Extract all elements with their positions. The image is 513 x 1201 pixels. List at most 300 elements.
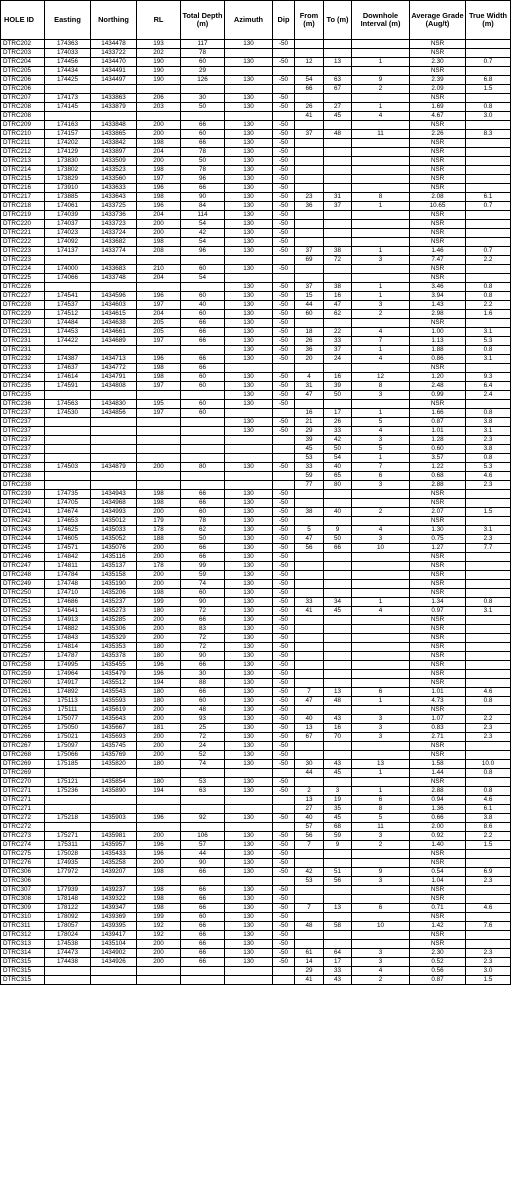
cell-rl: 205 (137, 319, 181, 328)
cell-easting: 175311 (45, 841, 91, 850)
table-row (1, 319, 511, 328)
cell-true-width (466, 562, 511, 571)
cell-average-grade: NSR (410, 643, 466, 652)
cell-to: 9 (324, 526, 352, 535)
cell-azimuth: 130 (225, 301, 273, 310)
cell-true-width: 0.8 (466, 454, 511, 463)
table-row (1, 868, 511, 877)
cell-true-width: 0.7 (466, 202, 511, 211)
cell-downhole-interval: 3 (352, 391, 410, 400)
cell-dip: -50 (273, 94, 295, 103)
table-row (1, 967, 511, 976)
cell-average-grade: NSR (410, 553, 466, 562)
cell-from: 60 (295, 310, 324, 319)
cell-average-grade: 10.65 (410, 202, 466, 211)
cell-azimuth: 130 (225, 157, 273, 166)
cell-dip: -50 (273, 400, 295, 409)
cell-azimuth: 130 (225, 94, 273, 103)
cell-true-width (466, 634, 511, 643)
table-body (1, 40, 511, 985)
cell-average-grade: NSR (410, 562, 466, 571)
cell-dip: -50 (273, 535, 295, 544)
cell-downhole-interval: 9 (352, 76, 410, 85)
cell-true-width: 1.5 (466, 508, 511, 517)
cell-dip: -50 (273, 598, 295, 607)
cell-dip: -50 (273, 940, 295, 949)
cell-hole-id: DTRC254 (1, 625, 45, 634)
cell-to: 62 (324, 310, 352, 319)
cell-rl: 196 (137, 841, 181, 850)
cell-from (295, 670, 324, 679)
cell-total-depth: 66 (181, 490, 225, 499)
cell-downhole-interval: 3 (352, 715, 410, 724)
cell-from (295, 661, 324, 670)
table-row (1, 733, 511, 742)
cell-true-width: 8.3 (466, 130, 511, 139)
cell-total-depth: 44 (181, 850, 225, 859)
cell-downhole-interval: 3 (352, 301, 410, 310)
cell-average-grade: 1.01 (410, 688, 466, 697)
cell-rl: 193 (137, 40, 181, 49)
cell-total-depth (181, 877, 225, 886)
cell-easting: 174456 (45, 58, 91, 67)
cell-from (295, 778, 324, 787)
cell-easting (45, 481, 91, 490)
cell-azimuth (225, 409, 273, 418)
cell-downhole-interval: 10 (352, 544, 410, 553)
cell-average-grade: 1.44 (410, 769, 466, 778)
cell-easting: 174625 (45, 526, 91, 535)
table-row (1, 616, 511, 625)
cell-hole-id: DTRC240 (1, 499, 45, 508)
cell-hole-id: DTRC241 (1, 508, 45, 517)
cell-from (295, 931, 324, 940)
cell-total-depth: 59 (181, 571, 225, 580)
cell-total-depth (181, 418, 225, 427)
cell-to (324, 643, 352, 652)
cell-total-depth (181, 454, 225, 463)
cell-easting: 174422 (45, 337, 91, 346)
cell-easting: 174438 (45, 958, 91, 967)
cell-dip: -50 (273, 517, 295, 526)
cell-easting: 174039 (45, 211, 91, 220)
cell-to: 19 (324, 796, 352, 805)
cell-to (324, 706, 352, 715)
cell-to (324, 886, 352, 895)
cell-easting: 174066 (45, 274, 91, 283)
cell-from (295, 184, 324, 193)
cell-average-grade: 0.60 (410, 445, 466, 454)
cell-average-grade: NSR (410, 220, 466, 229)
cell-true-width: 3.1 (466, 355, 511, 364)
cell-northing: 1434661 (91, 328, 137, 337)
cell-average-grade: 1.36 (410, 805, 466, 814)
cell-northing: 1434791 (91, 373, 137, 382)
cell-dip (273, 454, 295, 463)
cell-total-depth: 99 (181, 562, 225, 571)
cell-hole-id: DTRC255 (1, 634, 45, 643)
cell-azimuth: 130 (225, 121, 273, 130)
cell-northing: 1434993 (91, 508, 137, 517)
cell-average-grade: NSR (410, 211, 466, 220)
cell-total-depth (181, 472, 225, 481)
cell-hole-id: DTRC202 (1, 40, 45, 49)
cell-to (324, 274, 352, 283)
cell-total-depth: 74 (181, 580, 225, 589)
cell-dip: -50 (273, 202, 295, 211)
cell-downhole-interval (352, 49, 410, 58)
cell-dip: -50 (273, 229, 295, 238)
cell-from (295, 571, 324, 580)
cell-to: 72 (324, 256, 352, 265)
cell-total-depth: 66 (181, 688, 225, 697)
table-row (1, 688, 511, 697)
cell-azimuth (225, 112, 273, 121)
cell-dip (273, 49, 295, 58)
cell-dip (273, 85, 295, 94)
cell-easting: 174710 (45, 589, 91, 598)
cell-azimuth: 130 (225, 778, 273, 787)
cell-northing: 1433643 (91, 193, 137, 202)
cell-true-width (466, 616, 511, 625)
cell-northing: 1435329 (91, 634, 137, 643)
cell-azimuth: 130 (225, 760, 273, 769)
table-row (1, 976, 511, 985)
cell-dip: -50 (273, 895, 295, 904)
cell-rl: 196 (137, 184, 181, 193)
cell-downhole-interval: 3 (352, 832, 410, 841)
cell-true-width (466, 364, 511, 373)
cell-average-grade: 1.28 (410, 436, 466, 445)
cell-rl: 198 (137, 373, 181, 382)
cell-rl: 198 (137, 490, 181, 499)
table-row (1, 373, 511, 382)
cell-downhole-interval: 1 (352, 283, 410, 292)
cell-total-depth: 90 (181, 652, 225, 661)
cell-downhole-interval (352, 211, 410, 220)
cell-dip: -50 (273, 841, 295, 850)
cell-downhole-interval: 1 (352, 202, 410, 211)
cell-azimuth (225, 805, 273, 814)
table-row (1, 184, 511, 193)
cell-average-grade: 1.30 (410, 526, 466, 535)
cell-dip: -50 (273, 319, 295, 328)
cell-azimuth (225, 256, 273, 265)
table-row (1, 571, 511, 580)
cell-true-width: 5.3 (466, 463, 511, 472)
cell-hole-id: DTRC218 (1, 202, 45, 211)
cell-northing: 1435378 (91, 652, 137, 661)
cell-true-width: 7.6 (466, 922, 511, 931)
cell-from (295, 589, 324, 598)
cell-dip: -50 (273, 184, 295, 193)
cell-northing: 1435854 (91, 778, 137, 787)
cell-northing: 1435353 (91, 643, 137, 652)
cell-average-grade: NSR (410, 940, 466, 949)
cell-easting: 173829 (45, 175, 91, 184)
cell-easting: 175218 (45, 814, 91, 823)
cell-to: 43 (324, 976, 352, 985)
cell-average-grade: 7.47 (410, 256, 466, 265)
cell-from: 20 (295, 355, 324, 364)
cell-true-width: 3.1 (466, 427, 511, 436)
cell-azimuth: 130 (225, 229, 273, 238)
cell-to (324, 364, 352, 373)
cell-true-width (466, 274, 511, 283)
cell-from: 38 (295, 508, 324, 517)
cell-northing (91, 85, 137, 94)
cell-hole-id: DTRC311 (1, 922, 45, 931)
cell-dip: -50 (273, 193, 295, 202)
cell-hole-id: DTRC266 (1, 733, 45, 742)
cell-downhole-interval: 8 (352, 805, 410, 814)
cell-azimuth (225, 472, 273, 481)
cell-rl: 204 (137, 148, 181, 157)
cell-azimuth: 130 (225, 517, 273, 526)
cell-northing: 1434808 (91, 382, 137, 391)
cell-total-depth: 66 (181, 940, 225, 949)
cell-downhole-interval (352, 886, 410, 895)
table-row (1, 301, 511, 310)
cell-total-depth: 66 (181, 337, 225, 346)
cell-dip: -50 (273, 589, 295, 598)
cell-azimuth: 130 (225, 958, 273, 967)
cell-average-grade: 2.39 (410, 76, 466, 85)
table-row (1, 310, 511, 319)
cell-total-depth: 60 (181, 58, 225, 67)
table-row (1, 544, 511, 553)
cell-true-width: 6.1 (466, 193, 511, 202)
cell-dip (273, 274, 295, 283)
cell-northing: 1439207 (91, 868, 137, 877)
cell-to: 50 (324, 445, 352, 454)
cell-total-depth: 66 (181, 895, 225, 904)
cell-hole-id: DTRC203 (1, 49, 45, 58)
cell-true-width (466, 490, 511, 499)
cell-true-width (466, 589, 511, 598)
cell-azimuth: 130 (225, 247, 273, 256)
cell-total-depth: 84 (181, 202, 225, 211)
cell-from: 40 (295, 814, 324, 823)
cell-total-depth (181, 445, 225, 454)
cell-average-grade: NSR (410, 616, 466, 625)
cell-rl: 204 (137, 211, 181, 220)
cell-to: 33 (324, 337, 352, 346)
cell-downhole-interval (352, 220, 410, 229)
table-row (1, 85, 511, 94)
cell-easting: 174363 (45, 40, 91, 49)
header-hole-id: HOLE ID (1, 1, 45, 40)
cell-average-grade: NSR (410, 895, 466, 904)
cell-to: 42 (324, 436, 352, 445)
cell-true-width (466, 580, 511, 589)
cell-from: 42 (295, 868, 324, 877)
cell-from: 53 (295, 454, 324, 463)
cell-true-width (466, 859, 511, 868)
cell-to (324, 859, 352, 868)
cell-rl: 200 (137, 733, 181, 742)
cell-average-grade: 1.46 (410, 247, 466, 256)
cell-to: 31 (324, 193, 352, 202)
cell-average-grade: 0.54 (410, 868, 466, 877)
table-row (1, 607, 511, 616)
cell-northing: 1435237 (91, 598, 137, 607)
table-row (1, 580, 511, 589)
cell-rl: 200 (137, 949, 181, 958)
cell-true-width: 0.8 (466, 292, 511, 301)
cell-dip: -50 (273, 625, 295, 634)
cell-northing: 1433682 (91, 238, 137, 247)
cell-dip: -50 (273, 571, 295, 580)
cell-downhole-interval: 2 (352, 85, 410, 94)
cell-total-depth: 63 (181, 787, 225, 796)
cell-azimuth: 130 (225, 868, 273, 877)
cell-azimuth: 130 (225, 724, 273, 733)
cell-total-depth: 66 (181, 544, 225, 553)
cell-azimuth (225, 796, 273, 805)
cell-dip (273, 481, 295, 490)
cell-total-depth: 60 (181, 292, 225, 301)
cell-true-width (466, 499, 511, 508)
cell-from: 26 (295, 103, 324, 112)
cell-total-depth: 50 (181, 535, 225, 544)
cell-hole-id: DTRC250 (1, 589, 45, 598)
cell-to: 13 (324, 904, 352, 913)
cell-northing: 1435116 (91, 553, 137, 562)
cell-azimuth: 130 (225, 832, 273, 841)
table-row (1, 337, 511, 346)
cell-from (295, 490, 324, 499)
cell-downhole-interval (352, 589, 410, 598)
cell-to (324, 139, 352, 148)
cell-average-grade: 0.92 (410, 832, 466, 841)
cell-dip: -50 (273, 652, 295, 661)
cell-azimuth: 130 (225, 211, 273, 220)
cell-average-grade: 2.71 (410, 733, 466, 742)
cell-hole-id: DTRC232 (1, 355, 45, 364)
cell-total-depth: 96 (181, 247, 225, 256)
cell-rl (137, 436, 181, 445)
cell-total-depth: 66 (181, 868, 225, 877)
cell-rl: 199 (137, 913, 181, 922)
header-to: To (m) (324, 1, 352, 40)
cell-total-depth (181, 769, 225, 778)
cell-true-width (466, 157, 511, 166)
cell-downhole-interval: 8 (352, 193, 410, 202)
cell-hole-id: DTRC205 (1, 67, 45, 76)
cell-downhole-interval: 4 (352, 328, 410, 337)
cell-dip: -50 (273, 886, 295, 895)
cell-to: 65 (324, 472, 352, 481)
cell-hole-id: DTRC236 (1, 400, 45, 409)
table-row (1, 796, 511, 805)
cell-northing: 1434478 (91, 40, 137, 49)
cell-from: 77 (295, 481, 324, 490)
cell-total-depth: 90 (181, 598, 225, 607)
cell-average-grade: NSR (410, 931, 466, 940)
cell-to: 16 (324, 373, 352, 382)
cell-from: 36 (295, 202, 324, 211)
cell-dip (273, 769, 295, 778)
cell-average-grade: NSR (410, 157, 466, 166)
cell-downhole-interval: 6 (352, 472, 410, 481)
cell-downhole-interval: 1 (352, 769, 410, 778)
cell-to (324, 211, 352, 220)
cell-downhole-interval: 4 (352, 526, 410, 535)
cell-northing: 1435190 (91, 580, 137, 589)
cell-azimuth: 130 (225, 643, 273, 652)
cell-to (324, 940, 352, 949)
cell-rl (137, 805, 181, 814)
cell-downhole-interval (352, 913, 410, 922)
cell-northing: 1435957 (91, 841, 137, 850)
table-row (1, 103, 511, 112)
cell-from: 47 (295, 697, 324, 706)
cell-total-depth: 126 (181, 76, 225, 85)
cell-easting: 174512 (45, 310, 91, 319)
cell-azimuth (225, 364, 273, 373)
cell-rl: 198 (137, 904, 181, 913)
cell-total-depth (181, 976, 225, 985)
table-row (1, 328, 511, 337)
cell-hole-id: DTRC245 (1, 544, 45, 553)
cell-from: 12 (295, 58, 324, 67)
cell-rl (137, 256, 181, 265)
cell-dip: -50 (273, 724, 295, 733)
cell-true-width (466, 778, 511, 787)
cell-rl (137, 769, 181, 778)
cell-average-grade: 1.22 (410, 463, 466, 472)
cell-downhole-interval (352, 643, 410, 652)
cell-to (324, 148, 352, 157)
cell-to (324, 679, 352, 688)
cell-easting: 175021 (45, 733, 91, 742)
cell-from (295, 940, 324, 949)
cell-true-width: 0.8 (466, 697, 511, 706)
cell-dip: -50 (273, 751, 295, 760)
cell-total-depth (181, 427, 225, 436)
cell-true-width (466, 211, 511, 220)
cell-dip: -50 (273, 508, 295, 517)
table-row (1, 409, 511, 418)
table-row (1, 643, 511, 652)
cell-total-depth: 24 (181, 742, 225, 751)
cell-easting (45, 805, 91, 814)
cell-hole-id: DTRC272 (1, 823, 45, 832)
cell-total-depth (181, 481, 225, 490)
cell-to (324, 175, 352, 184)
cell-dip: -50 (273, 283, 295, 292)
cell-rl: 204 (137, 310, 181, 319)
cell-rl (137, 481, 181, 490)
cell-northing (91, 427, 137, 436)
cell-total-depth (181, 796, 225, 805)
cell-total-depth: 66 (181, 319, 225, 328)
table-row (1, 913, 511, 922)
cell-downhole-interval (352, 499, 410, 508)
cell-to: 33 (324, 427, 352, 436)
table-row (1, 562, 511, 571)
cell-true-width: 2.3 (466, 436, 511, 445)
cell-azimuth: 130 (225, 139, 273, 148)
cell-from: 66 (295, 85, 324, 94)
table-row (1, 958, 511, 967)
cell-from (295, 121, 324, 130)
cell-true-width (466, 553, 511, 562)
cell-northing: 1435890 (91, 787, 137, 796)
cell-to (324, 931, 352, 940)
cell-to: 35 (324, 805, 352, 814)
